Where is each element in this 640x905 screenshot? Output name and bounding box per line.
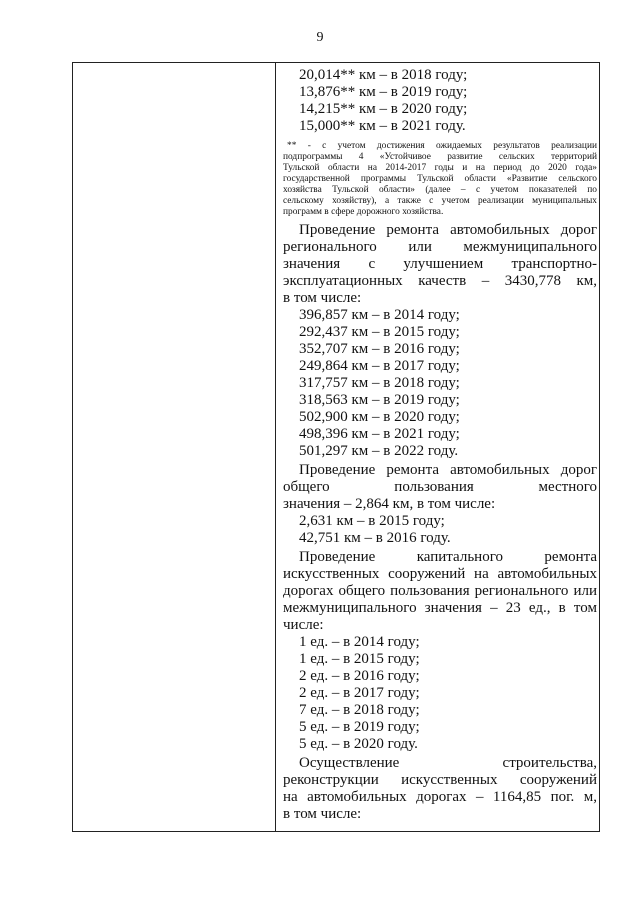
footnote-line: подпрограммы 4 «Устойчивое развитие сельских территорий bbox=[283, 152, 597, 162]
footnote-line: ** - с учетом достижения ожидаемых результатов реализации bbox=[287, 141, 597, 151]
section-structures-construction bbox=[283, 755, 597, 823]
paragraph-line: общего пользования местного bbox=[283, 479, 597, 495]
list-item: 1 ед. – в 2015 году; bbox=[299, 651, 420, 667]
section-structures-repair bbox=[283, 549, 597, 753]
table-right-cell bbox=[276, 63, 600, 831]
list-item: 2 ед. – в 2016 году; bbox=[299, 668, 420, 684]
page-number: 9 bbox=[316, 30, 324, 45]
list-item: 318,563 км – в 2019 году; bbox=[299, 392, 460, 408]
paragraph-line: эксплуатационных качеств – 3430,778 км, bbox=[283, 273, 597, 289]
footnote-line: сельскому хозяйству), а также с учетом реализации муниципальных bbox=[283, 196, 597, 206]
footnote-line: государственной программы Тульской области «Развитие сельского bbox=[283, 174, 597, 184]
list-item: 2,631 км – в 2015 году; bbox=[299, 513, 445, 529]
list-item: 42,751 км – в 2016 году. bbox=[299, 530, 451, 546]
paragraph-line: искусственных сооружений на автомобильных bbox=[283, 566, 597, 582]
cell-content bbox=[283, 67, 597, 823]
paragraph-line: значения с улучшением транспортно- bbox=[283, 256, 597, 272]
list-item: 498,396 км – в 2021 году; bbox=[299, 426, 460, 442]
paragraph-line: Осуществление строительства, bbox=[299, 755, 597, 771]
paragraph-line: Проведение ремонта автомобильных дорог bbox=[299, 462, 597, 478]
paragraph-line: в том числе: bbox=[283, 290, 362, 306]
list-item: 396,857 км – в 2014 году; bbox=[299, 307, 460, 323]
list-item: 5 ед. – в 2019 году; bbox=[299, 719, 420, 735]
list-item: 15,000** км – в 2021 году. bbox=[299, 118, 466, 134]
section-regional-repair bbox=[283, 222, 597, 460]
list-item: 502,900 км – в 2020 году; bbox=[299, 409, 460, 425]
paragraph-line: на автомобильных дорогах – 1164,85 пог. м, bbox=[283, 789, 597, 805]
paragraph-line: межмуниципального значения – 23 ед., в том bbox=[283, 600, 597, 616]
list-item: 13,876** км – в 2019 году; bbox=[299, 84, 468, 100]
footnote bbox=[283, 141, 597, 218]
paragraph-line: регионального или межмуниципального bbox=[283, 239, 597, 255]
list-item: 317,757 км – в 2018 году; bbox=[299, 375, 460, 391]
list-item: 2 ед. – в 2017 году; bbox=[299, 685, 420, 701]
paragraph-line: значения – 2,864 км, в том числе: bbox=[283, 496, 496, 512]
list-item: 292,437 км – в 2015 году; bbox=[299, 324, 460, 340]
document-table bbox=[72, 62, 600, 832]
paragraph-line: дорогах общего пользования регионального или bbox=[283, 583, 597, 599]
footnote-line: программ в сфере дорожного хозяйства. bbox=[283, 207, 444, 217]
paragraph-line: в том числе: bbox=[283, 806, 362, 822]
paragraph-line: реконструкции искусственных сооружений bbox=[283, 772, 597, 788]
table-left-cell bbox=[73, 63, 276, 831]
list-item: 249,864 км – в 2017 году; bbox=[299, 358, 460, 374]
section-local-repair bbox=[283, 462, 597, 547]
footnote-line: Тульской области на 2014-2017 годы и на период до 2020 года» bbox=[283, 163, 597, 173]
list-item: 14,215** км – в 2020 году; bbox=[299, 101, 468, 117]
top-indicator-list bbox=[283, 67, 597, 135]
list-item: 20,014** км – в 2018 году; bbox=[299, 67, 468, 83]
paragraph-line: числе: bbox=[283, 617, 324, 633]
list-item: 1 ед. – в 2014 году; bbox=[299, 634, 420, 650]
list-item: 352,707 км – в 2016 году; bbox=[299, 341, 460, 357]
list-item: 7 ед. – в 2018 году; bbox=[299, 702, 420, 718]
footnote-line: хозяйства Тульской области» (далее – с учетом показателей по bbox=[283, 185, 597, 195]
paragraph-line: Проведение ремонта автомобильных дорог bbox=[299, 222, 597, 238]
list-item: 501,297 км – в 2022 году. bbox=[299, 443, 459, 459]
paragraph-line: Проведение капитального ремонта bbox=[299, 549, 597, 565]
list-item: 5 ед. – в 2020 году. bbox=[299, 736, 418, 752]
